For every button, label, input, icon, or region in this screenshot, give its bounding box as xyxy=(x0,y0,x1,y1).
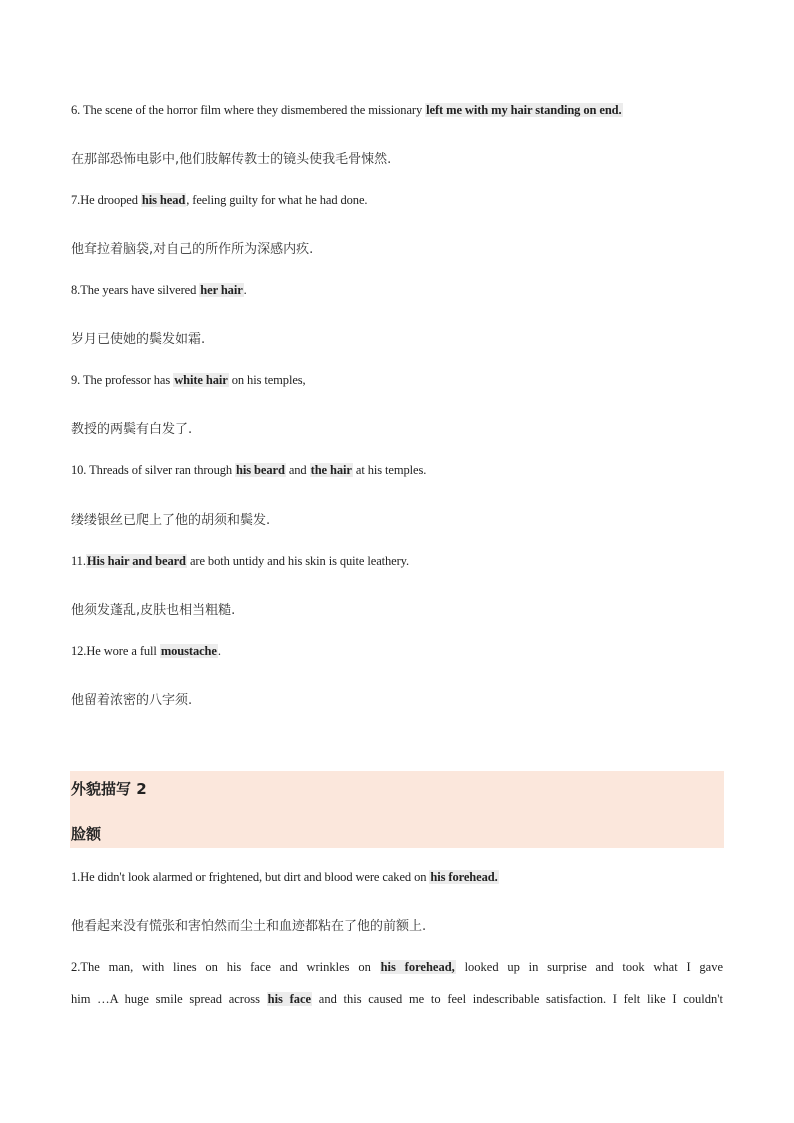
section-subtitle: 脸额 xyxy=(71,825,102,843)
sentence-6-en xyxy=(71,103,623,118)
highlight-phrase: his head xyxy=(141,193,186,207)
sentence-7-en xyxy=(71,193,367,208)
sentence-text: , feeling guilty for what he had done. xyxy=(186,193,368,207)
sentence-7-zh: 他耷拉着脑袋,对自己的所作所为深感内疚. xyxy=(71,242,314,257)
sentence-text: at his temples. xyxy=(352,463,427,477)
face-sentence-1-en xyxy=(71,870,499,885)
highlight-phrase: his face xyxy=(267,992,312,1006)
highlight-phrase: his forehead, xyxy=(380,960,455,974)
sentence-text: He wore a full xyxy=(86,644,160,658)
face-sentence-2-line-1 xyxy=(71,960,723,975)
sentence-8-zh: 岁月已使她的鬓发如霜. xyxy=(71,332,206,347)
sentence-number: 8. xyxy=(71,283,81,297)
sentence-number: 11. xyxy=(71,554,86,568)
sentence-text: on his temples, xyxy=(228,373,306,387)
sentence-number: 2. xyxy=(71,960,81,974)
sentence-number: 6. xyxy=(71,103,81,117)
sentence-text: . xyxy=(217,644,221,658)
sentence-8-en xyxy=(71,283,247,298)
highlight-phrase: left me with my hair standing on end. xyxy=(426,103,622,117)
sentence-9-zh: 教授的两鬓有白发了. xyxy=(71,422,193,437)
sentence-text: The scene of the horror film where they dismembered the missionary xyxy=(83,103,426,117)
highlight-phrase: the hair xyxy=(310,463,352,477)
sentence-text: looked up in surprise and took what I gave xyxy=(455,960,723,974)
sentence-number: 1. xyxy=(71,870,81,884)
sentence-text: and xyxy=(285,463,310,477)
highlight-phrase: his beard xyxy=(236,463,285,477)
sentence-text: The man, with lines on his face and wrinkles on xyxy=(80,960,380,974)
section-title: 外貌描写 2 xyxy=(71,780,147,798)
sentence-9-en xyxy=(71,373,306,388)
sentence-6-zh: 在那部恐怖电影中,他们肢解传教士的镜头使我毛骨悚然. xyxy=(71,152,392,167)
face-sentence-2-line-2 xyxy=(71,992,723,1007)
sentence-number: 7. xyxy=(71,193,81,207)
highlight-phrase: white hair xyxy=(174,373,228,387)
sentence-text: Threads of silver ran through xyxy=(86,463,236,477)
highlight-phrase: his forehead. xyxy=(430,870,498,884)
sentence-10-zh: 缕缕银丝已爬上了他的胡须和鬓发. xyxy=(71,513,271,528)
sentence-text: are both untidy and his skin is quite leathery. xyxy=(186,554,410,568)
sentence-11-zh: 他须发蓬乱,皮肤也相当粗糙. xyxy=(71,603,236,618)
sentence-10-en xyxy=(71,463,426,478)
sentence-text: The years have silvered xyxy=(80,283,200,297)
face-sentence-1-zh: 他看起来没有慌张和害怕然而尘土和血迹都粘在了他的前额上. xyxy=(71,919,427,934)
sentence-number: 10. xyxy=(71,463,87,477)
highlight-phrase: her hair xyxy=(200,283,243,297)
highlight-phrase: His hair and beard xyxy=(86,554,186,568)
sentence-number: 9. xyxy=(71,373,81,387)
sentence-12-en xyxy=(71,644,221,659)
sentence-text: The professor has xyxy=(80,373,174,387)
section-header-band xyxy=(70,771,724,848)
sentence-number: 12. xyxy=(71,644,87,658)
sentence-text: and this caused me to feel indescribable satisfaction. I felt like I couldn't xyxy=(312,992,723,1006)
highlight-phrase: moustache xyxy=(160,644,217,658)
sentence-text: . xyxy=(243,283,247,297)
sentence-11-en xyxy=(71,554,409,569)
sentence-text: him …A huge smile spread across xyxy=(71,992,267,1006)
sentence-text: He drooped xyxy=(80,193,141,207)
sentence-text: He didn't look alarmed or frightened, but dirt and blood were caked on xyxy=(80,870,430,884)
sentence-12-zh: 他留着浓密的八字须. xyxy=(71,693,193,708)
